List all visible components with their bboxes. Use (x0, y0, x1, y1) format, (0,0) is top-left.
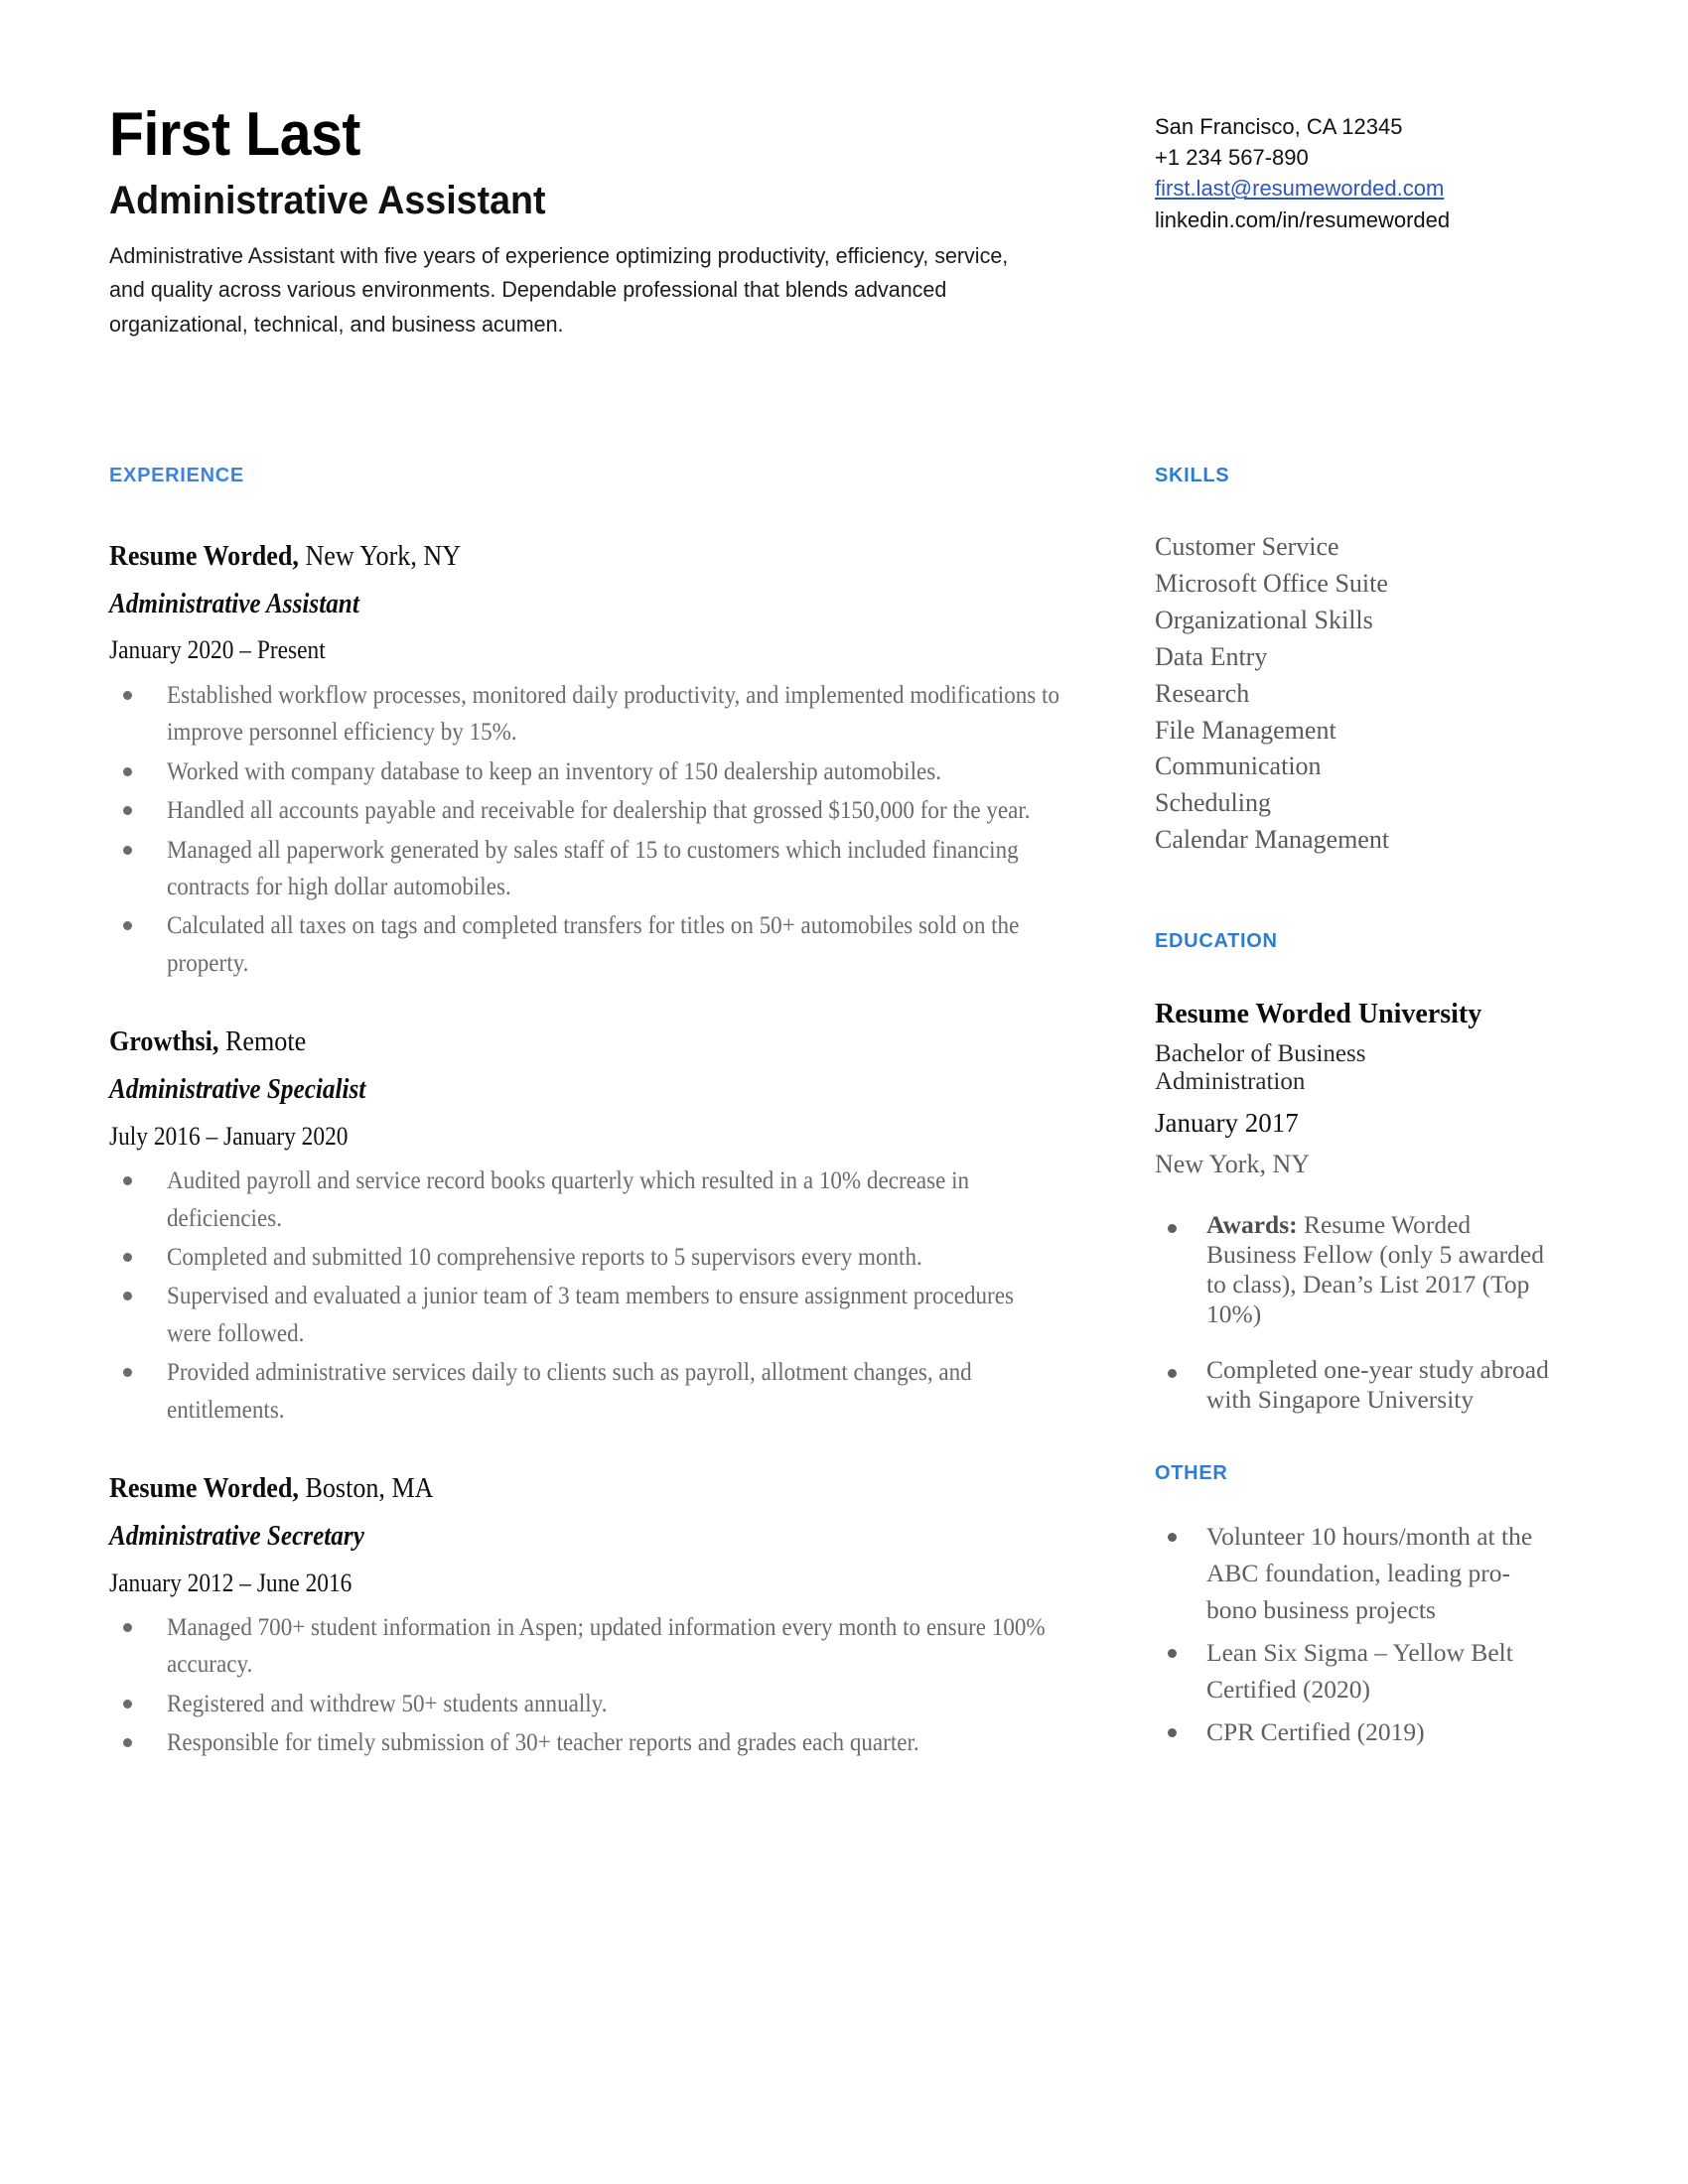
education-date: January 2017 (1155, 1108, 1299, 1139)
education-section (1155, 930, 1552, 1415)
other-item (1155, 1635, 1552, 1708)
section-heading-skills: SKILLS (1155, 465, 1230, 486)
section-heading-education: EDUCATION (1155, 930, 1278, 953)
experience-bullet-list (109, 1161, 1062, 1428)
experience-entry (109, 1471, 1062, 1761)
other-item-text: Lean Six Sigma – Yellow Belt Certified (2020) (1206, 1638, 1513, 1705)
education-bullets (1155, 1210, 1552, 1415)
experience-bullet (109, 1161, 1062, 1236)
experience-bullet (109, 1277, 1062, 1351)
candidate-headline: Administrative Assistant (109, 179, 546, 223)
experience-entry (109, 1024, 1062, 1428)
experience-job-title: Administrative Specialist (109, 1074, 366, 1106)
skill-item: File Management (1155, 715, 1336, 745)
skill-item: Organizational Skills (1155, 605, 1373, 634)
experience-bullet-text: Worked with company database to keep an inventory of 150 dealership automobiles. (167, 755, 941, 785)
experience-column (109, 465, 1062, 1763)
experience-dates: January 2020 – Present (109, 635, 326, 665)
skill-item: Microsoft Office Suite (1155, 568, 1388, 598)
experience-company-name: Resume Worded, (109, 540, 299, 572)
experience-company (109, 1024, 967, 1059)
experience-dates: July 2016 – January 2020 (109, 1121, 349, 1151)
experience-job-title: Administrative Assistant (109, 588, 359, 619)
other-item (1155, 1714, 1552, 1751)
experience-bullet-text: Provided administrative services daily to clients such as payroll, allotment changes, and entitlements. (167, 1357, 972, 1424)
experience-bullet-text: Handled all accounts payable and receivable for dealership that grossed $150,000 for the year. (167, 795, 1031, 825)
contact-block (1155, 111, 1450, 235)
experience-company-location: New York, NY (298, 540, 462, 572)
other-item (1155, 1519, 1552, 1629)
experience-bullet (109, 1723, 1062, 1760)
experience-list (109, 539, 1062, 1761)
experience-job-title: Administrative Secretary (109, 1521, 364, 1553)
experience-company-name: Resume Worded, (109, 1472, 299, 1505)
candidate-name: First Last (109, 100, 361, 169)
other-section (1155, 1462, 1552, 1751)
experience-company-name: Growthsi, (109, 1025, 219, 1058)
experience-company-location: Boston, MA (298, 1472, 434, 1505)
experience-bullet-text: Managed 700+ student information in Aspen; updated information every month to ensure 100% accuracy. (167, 1612, 1046, 1679)
education-bullet-text: Completed one-year study abroad with Singapore University (1206, 1355, 1549, 1415)
skill-item: Scheduling (1155, 788, 1271, 818)
education-bullet (1155, 1210, 1552, 1329)
experience-bullet (109, 1685, 1062, 1721)
education-degree: Bachelor of Business Administration (1155, 1039, 1366, 1096)
contact-location: San Francisco, CA 12345 (1155, 114, 1403, 139)
experience-bullet-text: Completed and submitted 10 comprehensive reports to 5 supervisors every month. (167, 1242, 922, 1271)
experience-company (109, 539, 967, 574)
experience-bullet (109, 1353, 1062, 1428)
experience-bullet (109, 906, 1062, 981)
contact-email-link[interactable]: first.last@resumeworded.com (1155, 176, 1445, 202)
education-bullet-text: Resume Worded Business Fellow (only 5 awarded to class), Dean’s List 2017 (Top 10%) (1206, 1209, 1544, 1329)
candidate-summary: Administrative Assistant with five years of experience optimizing productivity, efficiency, service, and quality across various environments. Dependable professional that blends advanced organizational, technical, and business acumen. (109, 243, 1009, 337)
experience-bullet-list (109, 676, 1062, 982)
education-school: Resume Worded University (1155, 999, 1482, 1030)
contact-linkedin: linkedin.com/in/resumeworded (1155, 206, 1451, 232)
education-entry (1155, 999, 1552, 1180)
skill-item: Calendar Management (1155, 825, 1390, 855)
experience-dates: January 2012 – June 2016 (109, 1568, 352, 1597)
skill-item: Customer Service (1155, 532, 1339, 561)
other-item-text: Volunteer 10 hours/month at the ABC foundation, leading pro-bono business projects (1206, 1522, 1533, 1625)
sidebar-column (1155, 465, 1552, 1757)
contact-phone: +1 234 567-890 (1155, 145, 1309, 171)
experience-bullet (109, 831, 1062, 905)
experience-bullet-text: Established workflow processes, monitored daily productivity, and implemented modifications to improve personnel efficiency by 15%. (167, 679, 1059, 747)
skills-list (1155, 529, 1552, 859)
experience-company-location: Remote (218, 1025, 307, 1058)
section-heading-other: OTHER (1155, 1462, 1228, 1485)
experience-bullet-text: Audited payroll and service record books quarterly which resulted in a 10% decrease in deficiencies. (167, 1165, 970, 1232)
header-left (109, 100, 1102, 341)
education-location: New York, NY (1155, 1150, 1311, 1179)
section-heading-experience: EXPERIENCE (109, 465, 244, 486)
experience-bullet (109, 676, 1062, 751)
experience-bullet (109, 1238, 1062, 1275)
experience-bullet-text: Supervised and evaluated a junior team of 3 team members to ensure assignment procedures were followed. (167, 1281, 1014, 1347)
experience-bullet-text: Calculated all taxes on tags and completed transfers for titles on 50+ automobiles sold on the property. (167, 910, 1020, 977)
education-bullet (1155, 1355, 1552, 1415)
resume-header (0, 0, 1688, 341)
experience-company (109, 1471, 967, 1506)
experience-bullet-text: Managed all paperwork generated by sales staff of 15 to customers which included financing contracts for high dollar automobiles. (167, 834, 1019, 900)
other-item-text: CPR Certified (2019) (1206, 1717, 1425, 1747)
experience-bullet-list (109, 1608, 1062, 1761)
experience-entry (109, 539, 1062, 981)
experience-bullet (109, 791, 1062, 828)
education-bullet-lead: Awards: (1206, 1209, 1298, 1239)
experience-bullet (109, 752, 1062, 789)
other-list (1155, 1519, 1552, 1751)
skill-item: Communication (1155, 751, 1322, 781)
experience-bullet-text: Responsible for timely submission of 30+ teacher reports and grades each quarter. (167, 1727, 919, 1757)
experience-bullet-text: Registered and withdrew 50+ students annually. (167, 1688, 608, 1717)
skill-item: Data Entry (1155, 641, 1268, 671)
skill-item: Research (1155, 678, 1250, 708)
experience-bullet (109, 1608, 1062, 1683)
